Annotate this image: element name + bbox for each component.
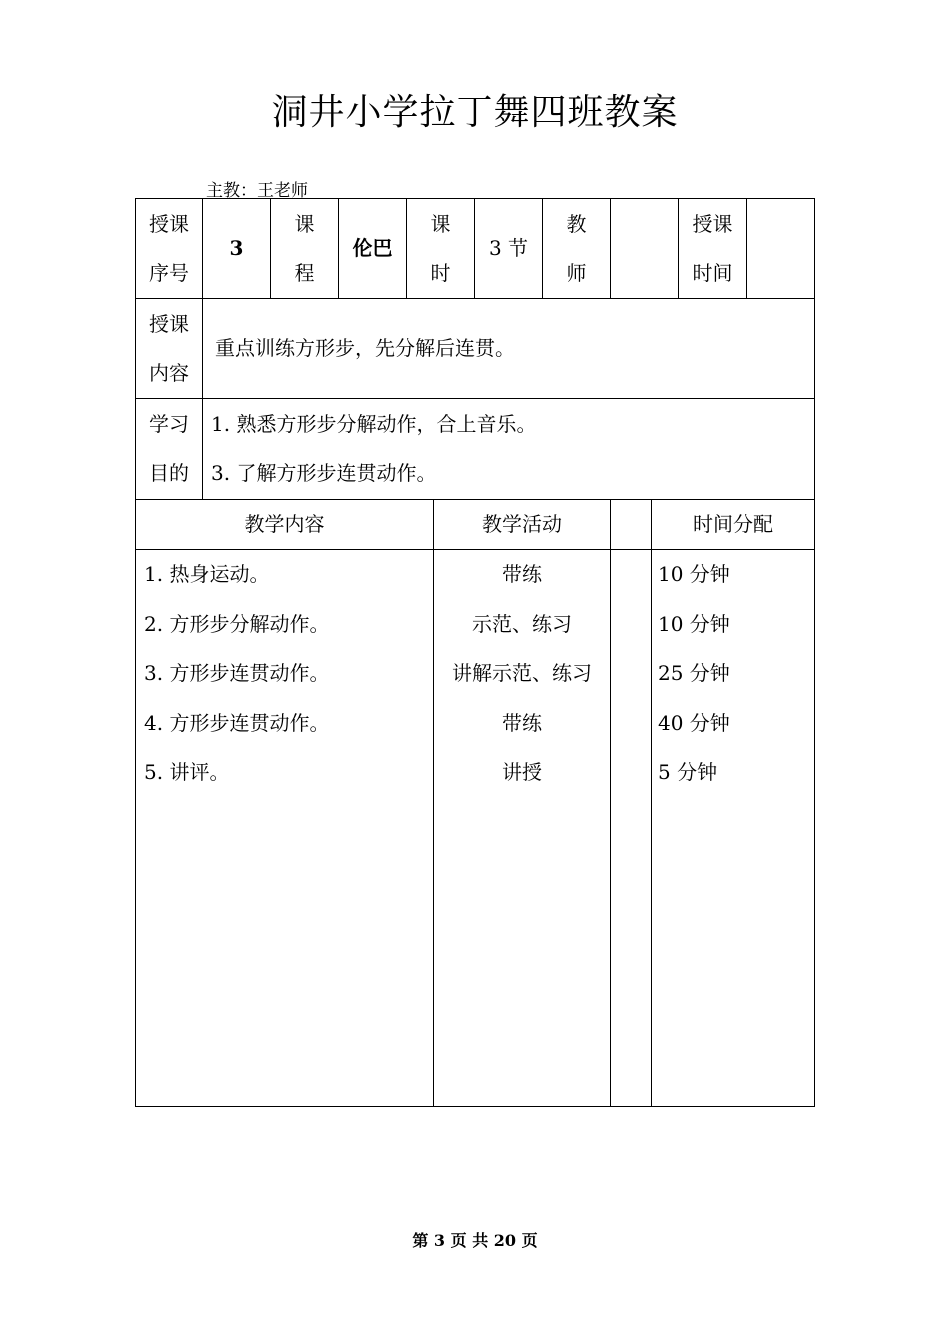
page-title: 洞井小学拉丁舞四班教案	[271, 92, 679, 133]
goal-items	[203, 399, 815, 500]
plan-time-wrap	[611, 550, 815, 1107]
plan-header-content: 教学内容	[136, 500, 434, 550]
lesson-no-label: 授课 序号	[136, 199, 203, 299]
plan-content-item: 2. 方形步分解动作。	[144, 611, 330, 636]
goal-label: 学习 目的	[136, 399, 203, 500]
content-text: 重点训练方形步，先分解后连贯。	[203, 299, 815, 399]
plan-time-item: 40 分钟	[658, 710, 730, 735]
content-label: 授课 内容	[136, 299, 203, 399]
goal-item: 1. 熟悉方形步分解动作，合上音乐。	[211, 412, 537, 436]
plan-content-column	[136, 550, 434, 1107]
plan-time-column	[651, 550, 814, 1106]
teacher-value	[611, 199, 679, 299]
plan-header-time-wrap	[611, 500, 815, 550]
time-value	[747, 199, 815, 299]
page-footer: 第 3 页 共 20 页	[412, 1231, 538, 1250]
plan-content-item: 5. 讲评。	[144, 760, 230, 785]
plan-activity-item: 示范、练习	[472, 611, 572, 636]
goal-item: 3. 了解方形步连贯动作。	[211, 461, 437, 485]
lesson-plan-table	[135, 198, 815, 1107]
lead-teacher: 主教：王老师	[206, 181, 308, 201]
lesson-no-value: 3	[203, 199, 271, 299]
hours-label: 课 时	[407, 199, 475, 299]
teacher-label: 教 师	[543, 199, 611, 299]
plan-time-item: 10 分钟	[658, 562, 730, 586]
plan-content-item: 3. 方形步连贯动作。	[144, 661, 330, 686]
plan-activity-item: 带练	[502, 562, 542, 586]
plan-time-item: 25 分钟	[658, 661, 730, 686]
plan-header-activity: 教学活动	[434, 500, 611, 550]
plan-header-time: 时间分配	[651, 500, 814, 549]
plan-activity-column	[434, 550, 611, 1107]
time-label: 授课 时间	[679, 199, 747, 299]
plan-activity-item: 带练	[502, 710, 542, 735]
plan-content-item: 1. 热身运动。	[144, 562, 270, 586]
plan-content-item: 4. 方形步连贯动作。	[144, 710, 330, 735]
plan-time-item: 5 分钟	[658, 760, 718, 785]
course-value: 伦巴	[339, 199, 407, 299]
plan-activity-item: 讲解示范、练习	[452, 661, 592, 686]
hours-value: 3 节	[475, 199, 543, 299]
plan-time-item: 10 分钟	[658, 611, 730, 636]
plan-activity-item: 讲授	[502, 760, 542, 785]
course-label: 课 程	[271, 199, 339, 299]
